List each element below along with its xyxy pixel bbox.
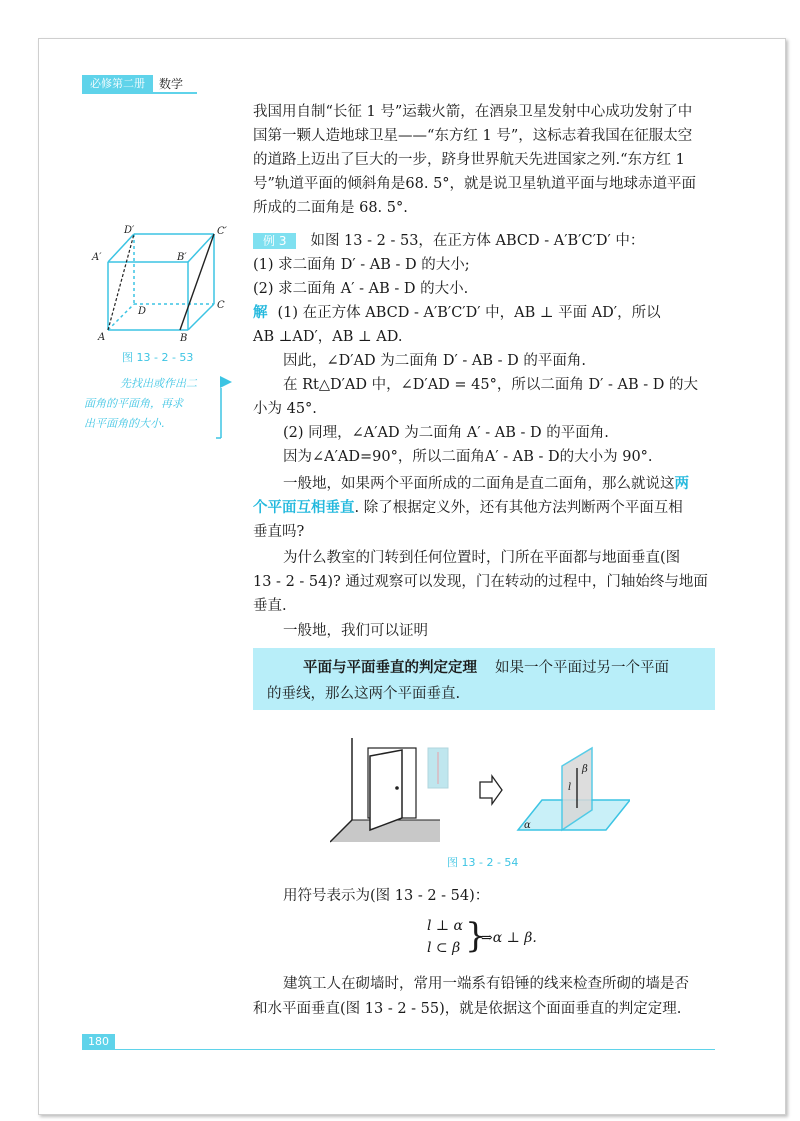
cube-figure bbox=[90, 222, 250, 342]
solution-line-6: (2) 同理，∠A′AD 为二面角 A′ - AB - D 的平面角. bbox=[283, 425, 609, 441]
door-knob bbox=[395, 786, 399, 790]
footer-rule bbox=[82, 1049, 715, 1050]
intro-line-2: 国第一颗人造地球卫星——“东方红 1 号”，这标志着我国在征服太空 bbox=[253, 128, 693, 144]
page-number: 180 bbox=[82, 1034, 115, 1050]
side-note-line-2: 面角的平面角，再求 bbox=[84, 397, 183, 410]
label-C-prime: C′ bbox=[217, 226, 227, 237]
intro-line-5: 所成的二面角是 68. 5°. bbox=[253, 200, 408, 216]
solution-line-2: AB ⊥AD′，AB ⊥ AD. bbox=[253, 329, 403, 345]
door-panel bbox=[370, 750, 402, 830]
symbol-line: 用符号表示为(图 13 - 2 - 54)： bbox=[283, 888, 490, 904]
definition-post: . 除了根据定义外，还有其他方法判断两个平面互相 bbox=[354, 500, 683, 516]
definition-term-b: 个平面互相垂直 bbox=[253, 500, 355, 516]
theorem-line-1 bbox=[303, 656, 669, 677]
figure-54-caption: 图 13 - 2 - 54 bbox=[447, 856, 519, 869]
example-badge: 例 3 bbox=[253, 233, 296, 249]
intro-line-3: 的道路上迈出了巨大的一步，跻身世界航天先进国家之列.“东方红 1 bbox=[253, 152, 685, 168]
formula-result: ⇒α ⊥ β. bbox=[481, 930, 537, 946]
example-line-3: (2) 求二面角 A′ - AB - D 的大小. bbox=[253, 281, 469, 297]
solution-line-5: 小为 45°. bbox=[253, 401, 317, 417]
solution-line-7: 因为∠A′AD=90°，所以二面角A′ - AB - D的大小为 90°. bbox=[283, 449, 653, 465]
figure-53-caption: 图 13 - 2 - 53 bbox=[122, 351, 194, 364]
formula-premise-1: l ⊥ α bbox=[427, 918, 463, 934]
last-line-1: 建筑工人在砌墙时，常用一端系有铅锤的线来检查所砌的墙是否 bbox=[283, 976, 689, 992]
label-D-prime: D′ bbox=[124, 225, 135, 236]
solution-line-1 bbox=[253, 301, 661, 326]
label-A-prime: A′ bbox=[92, 252, 102, 263]
running-header bbox=[82, 75, 183, 92]
definition-term-a: 两 bbox=[674, 476, 689, 492]
side-note bbox=[84, 374, 224, 434]
door-line-1: 为什么教室的门转到任何位置时，门所在平面都与地面垂直(图 bbox=[283, 550, 681, 566]
prove-line: 一般地，我们可以证明 bbox=[283, 623, 428, 639]
theorem-box bbox=[253, 648, 715, 710]
label-alpha: α bbox=[524, 820, 531, 831]
side-note-line-3: 出平面角的大小. bbox=[84, 417, 165, 430]
door-line-3: 垂直. bbox=[253, 598, 287, 614]
label-B-prime: B′ bbox=[177, 252, 187, 263]
label-C: C bbox=[217, 300, 225, 311]
definition-line-1 bbox=[283, 472, 689, 497]
book-tag: 必修第二册 bbox=[82, 75, 153, 92]
solution-line-4: 在 Rt△D′AD 中，∠D′AD = 45°，所以二面角 D′ - AB - D 的大 bbox=[283, 377, 698, 393]
label-B: B bbox=[180, 333, 188, 342]
theorem-title: 平面与平面垂直的判定定理 bbox=[303, 660, 477, 676]
definition-pre: 一般地，如果两个平面所成的二面角是直二面角，那么就说这 bbox=[283, 476, 675, 492]
side-note-bracket-icon bbox=[216, 374, 236, 444]
label-beta: β bbox=[582, 764, 588, 775]
header-rule bbox=[82, 92, 197, 94]
subject-label: 数学 bbox=[159, 77, 184, 91]
intro-line-4: 号”轨道平面的倾斜角是68. 5°，就是说卫星轨道平面与地球赤道平面 bbox=[253, 176, 697, 192]
definition-line-2 bbox=[253, 496, 683, 521]
arrow-icon bbox=[480, 776, 502, 804]
solution-line-3: 因此，∠D′AD 为二面角 D′ - AB - D 的平面角. bbox=[283, 353, 587, 369]
formula-brace-icon: } bbox=[465, 916, 487, 956]
solution-label: 解 bbox=[253, 305, 268, 321]
door-figure bbox=[330, 738, 630, 850]
intro-line-1: 我国用自制“长征 1 号”运载火箭，在酒泉卫星发射中心成功发射了中 bbox=[253, 104, 693, 120]
label-l: l bbox=[568, 782, 572, 793]
example-line-1 bbox=[253, 229, 644, 254]
solution-text-1: (1) 在正方体 ABCD - A′B′C′D′ 中，AB ⊥ 平面 AD′，所以 bbox=[277, 305, 661, 321]
theorem-text-1: 如果一个平面过另一个平面 bbox=[495, 660, 669, 676]
side-note-line-1: 先找出或作出二 bbox=[120, 377, 197, 390]
theorem-line-2: 的垂线，那么这两个平面垂直. bbox=[267, 686, 461, 702]
label-A: A bbox=[98, 332, 106, 342]
last-line-2: 和水平面垂直(图 13 - 2 - 55)，就是依据这个面面垂直的判定定理. bbox=[253, 1001, 682, 1017]
example-text: 如图 13 - 2 - 53，在正方体 ABCD - A′B′C′D′ 中： bbox=[310, 233, 645, 249]
door-line-2: 13 - 2 - 54)? 通过观察可以发现，门在转动的过程中，门轴始终与地面 bbox=[253, 574, 708, 590]
definition-line-3: 垂直吗? bbox=[253, 524, 305, 540]
formula-premise-2: l ⊂ β bbox=[427, 940, 461, 956]
label-D: D bbox=[138, 306, 147, 317]
example-line-2: (1) 求二面角 D′ - AB - D 的大小; bbox=[253, 257, 470, 273]
